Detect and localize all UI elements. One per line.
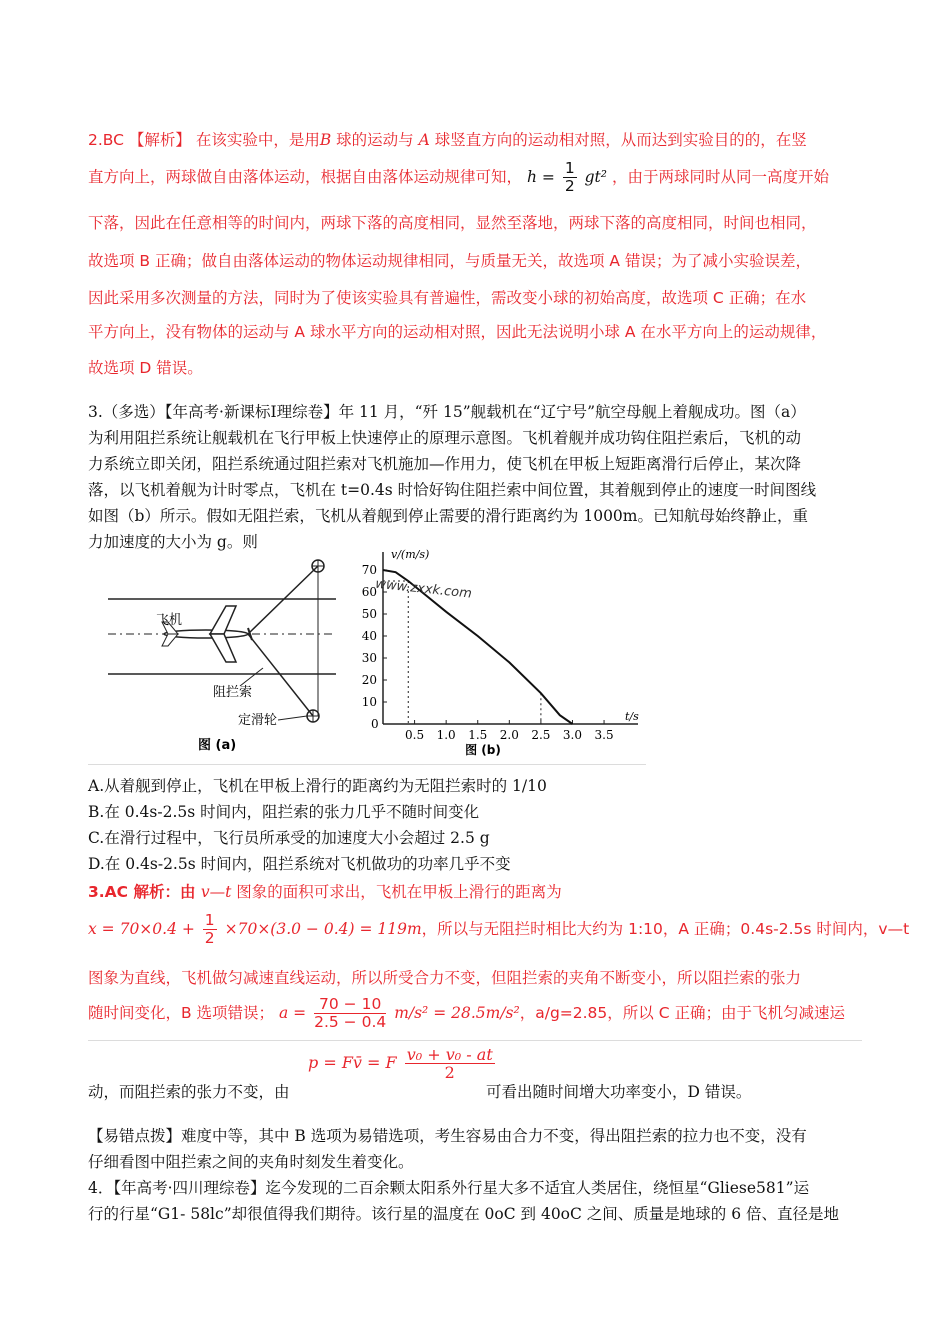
sol2-line-3: 下落，因此在任意相等的时间内，两球下落的高度相同，显然至落地，两球下落的高度相同，时间也相同，	[88, 214, 817, 232]
y-tick-label: 60	[361, 585, 377, 599]
sol2-line-4: 故选项 B 正确；做自由落体运动的物体运动规律相同，与质量无关，故选项 A 错误；为了减小实验误差，	[88, 252, 811, 270]
divider-2	[88, 1040, 862, 1041]
divider	[88, 764, 646, 765]
q3-line-1: 3.（多选）【年高考·新课标Ⅰ理综卷】年 11 月，“歼 15”舰载机在“辽宁号”航空母舰上着舰成功。图（a）	[88, 403, 806, 421]
power-formula: p = Fv̄ = F $\frac{\text{v₀ + v₀ - at}}{2}$	[308, 1045, 493, 1082]
q3-line-2: 为利用阻拦系统让舰载机在飞行甲板上快速停止的原理示意图。飞机着舰并成功钩住阻拦索后，飞机的动	[88, 429, 802, 447]
x-tick-label: 3.5	[594, 728, 614, 742]
label-cable: 阻拦索	[213, 685, 253, 700]
label-plane: 飞机	[156, 613, 183, 628]
option-c: C.在滑行过程中，飞行员所承受的加速度大小会超过 2.5 g	[88, 829, 490, 847]
tip-line-2: 仔细看图中阻拦索之间的夹角时刻发生着变化。	[88, 1153, 414, 1171]
sol3-line-3: 图象为直线，飞机做匀减速直线运动，所以所受合力不变，但阻拦索的夹角不断变小，所以阻拦索的张力	[88, 969, 802, 987]
x-tick-label: 2.0	[499, 728, 519, 742]
x-tick-label: 0.5	[405, 728, 425, 742]
sol3-line-4: 随时间变化，B 选项错误； a = $\frac{70 - 10}{2.5 - 0.4}$ m/s² = 28.5m/s²，a/g=2.85，所以 C 正确；由于飞机匀减速运	[88, 995, 845, 1031]
sol3-line-2: x = 70×0.4 + $\frac{1}{2}$ ×70×(3.0 − 0.4) = 119m，所以与无阻拦时相比大约为 1:10，A 正确；0.4s-2.5s 时间内，v—t	[88, 911, 910, 947]
watermark: www.zxxk.com	[374, 576, 473, 602]
q4-line-2: 行的行星“G1- 58lc”却很值得我们期待。该行星的温度在 0oC 到 40oC 之间、质量是地球的 6 倍、直径是地	[88, 1205, 840, 1223]
caption-a: 图 (a)	[198, 738, 237, 753]
tip-line-1: 【易错点拨】难度中等，其中 B 选项为易错选项，考生容易由合力不变，得出阻拦索的拉力也不变，没有	[88, 1127, 807, 1145]
sol2-line-2: 直方向上，两球做自由落体运动，根据自由落体运动规律可知， h = $\frac{1}{2}$ gt² ，由于两球同时从同一高度开始	[88, 159, 829, 195]
y-tick-label: 10	[361, 695, 377, 709]
caption-b: 图 (b)	[465, 743, 501, 757]
y-tick-label: 50	[361, 607, 377, 621]
q3-line-3: 力系统立即关闭，阻拦系统通过阻拦索对飞机施加—作用力，使飞机在甲板上短距离滑行后停止，某次降	[88, 455, 802, 473]
q3-line-6: 力加速度的大小为 g。则	[88, 533, 258, 551]
sol2-line-6: 平方向上，没有物体的运动与 A 球水平方向的运动相对照，因此无法说明小球 A 在水平方向上的运动规律，	[88, 323, 827, 341]
sol2-line-7: 故选项 D 错误。	[88, 359, 203, 377]
y-tick-label: 70	[361, 563, 377, 577]
q3-line-4: 落，以飞机着舰为计时零点，飞机在 t=0.4s 时恰好钩住阻拦索中间位置，其着舰到停止的速度一时间图线	[88, 481, 817, 499]
x-tick-label: 2.5	[531, 728, 551, 742]
sol2-line-5: 因此采用多次测量的方法，同时为了使该实验具有普遍性，需改变小球的初始高度，故选项 C 正确；在水	[88, 289, 807, 307]
y-tick-label: 30	[361, 651, 377, 665]
x-tick-label: 1.0	[436, 728, 456, 742]
q3-line-5: 如图（b）所示。假如无阻拦索，飞机从着舰到停止需要的滑行距离约为 1000m。已知航母始终静止，重	[88, 507, 808, 525]
q4-line-1: 4．【年高考·四川理综卷】迄今发现的二百余颗太阳系外行星大多不适宜人类居住，绕恒星“Gliese581”运	[88, 1179, 810, 1197]
sol3-line-5a: 动，而阻拦索的张力不变，由	[88, 1083, 290, 1101]
sol3-line-5b: 可看出随时间增大功率变小，D 错误。	[486, 1083, 752, 1101]
figure-block	[88, 544, 648, 764]
label-pulley: 定滑轮	[238, 713, 278, 728]
sol2-line-1: 2.BC 【解析】 在该实验中，是用B 球的运动与 A 球竖直方向的运动相对照，从而达到实验目的的，在竖	[88, 131, 807, 149]
y-tick-label: 20	[361, 673, 377, 687]
x-axis-label: t/s	[625, 710, 639, 723]
free-fall-formula: h = $\frac{1}{2}$ gt²	[526, 159, 607, 195]
x-tick-label: 1.5	[468, 728, 488, 742]
origin-label: 0	[371, 717, 379, 731]
y-tick-label: 40	[361, 629, 377, 643]
option-b: B.在 0.4s-2.5s 时间内，阻拦索的张力几乎不随时间变化	[88, 803, 480, 821]
vt-chart	[343, 544, 643, 764]
y-axis-label: v/(m/s)	[391, 548, 430, 561]
option-a: A.从着舰到停止，飞机在甲板上滑行的距离约为无阻拦索时的 1/10	[88, 777, 547, 795]
sol3-line-1: 3.AC 解析：由 v—t 图象的面积可求出，飞机在甲板上滑行的距离为	[88, 883, 562, 901]
option-d: D.在 0.4s-2.5s 时间内，阻拦系统对飞机做功的功率几乎不变	[88, 855, 511, 873]
x-tick-label: 3.0	[562, 728, 583, 742]
